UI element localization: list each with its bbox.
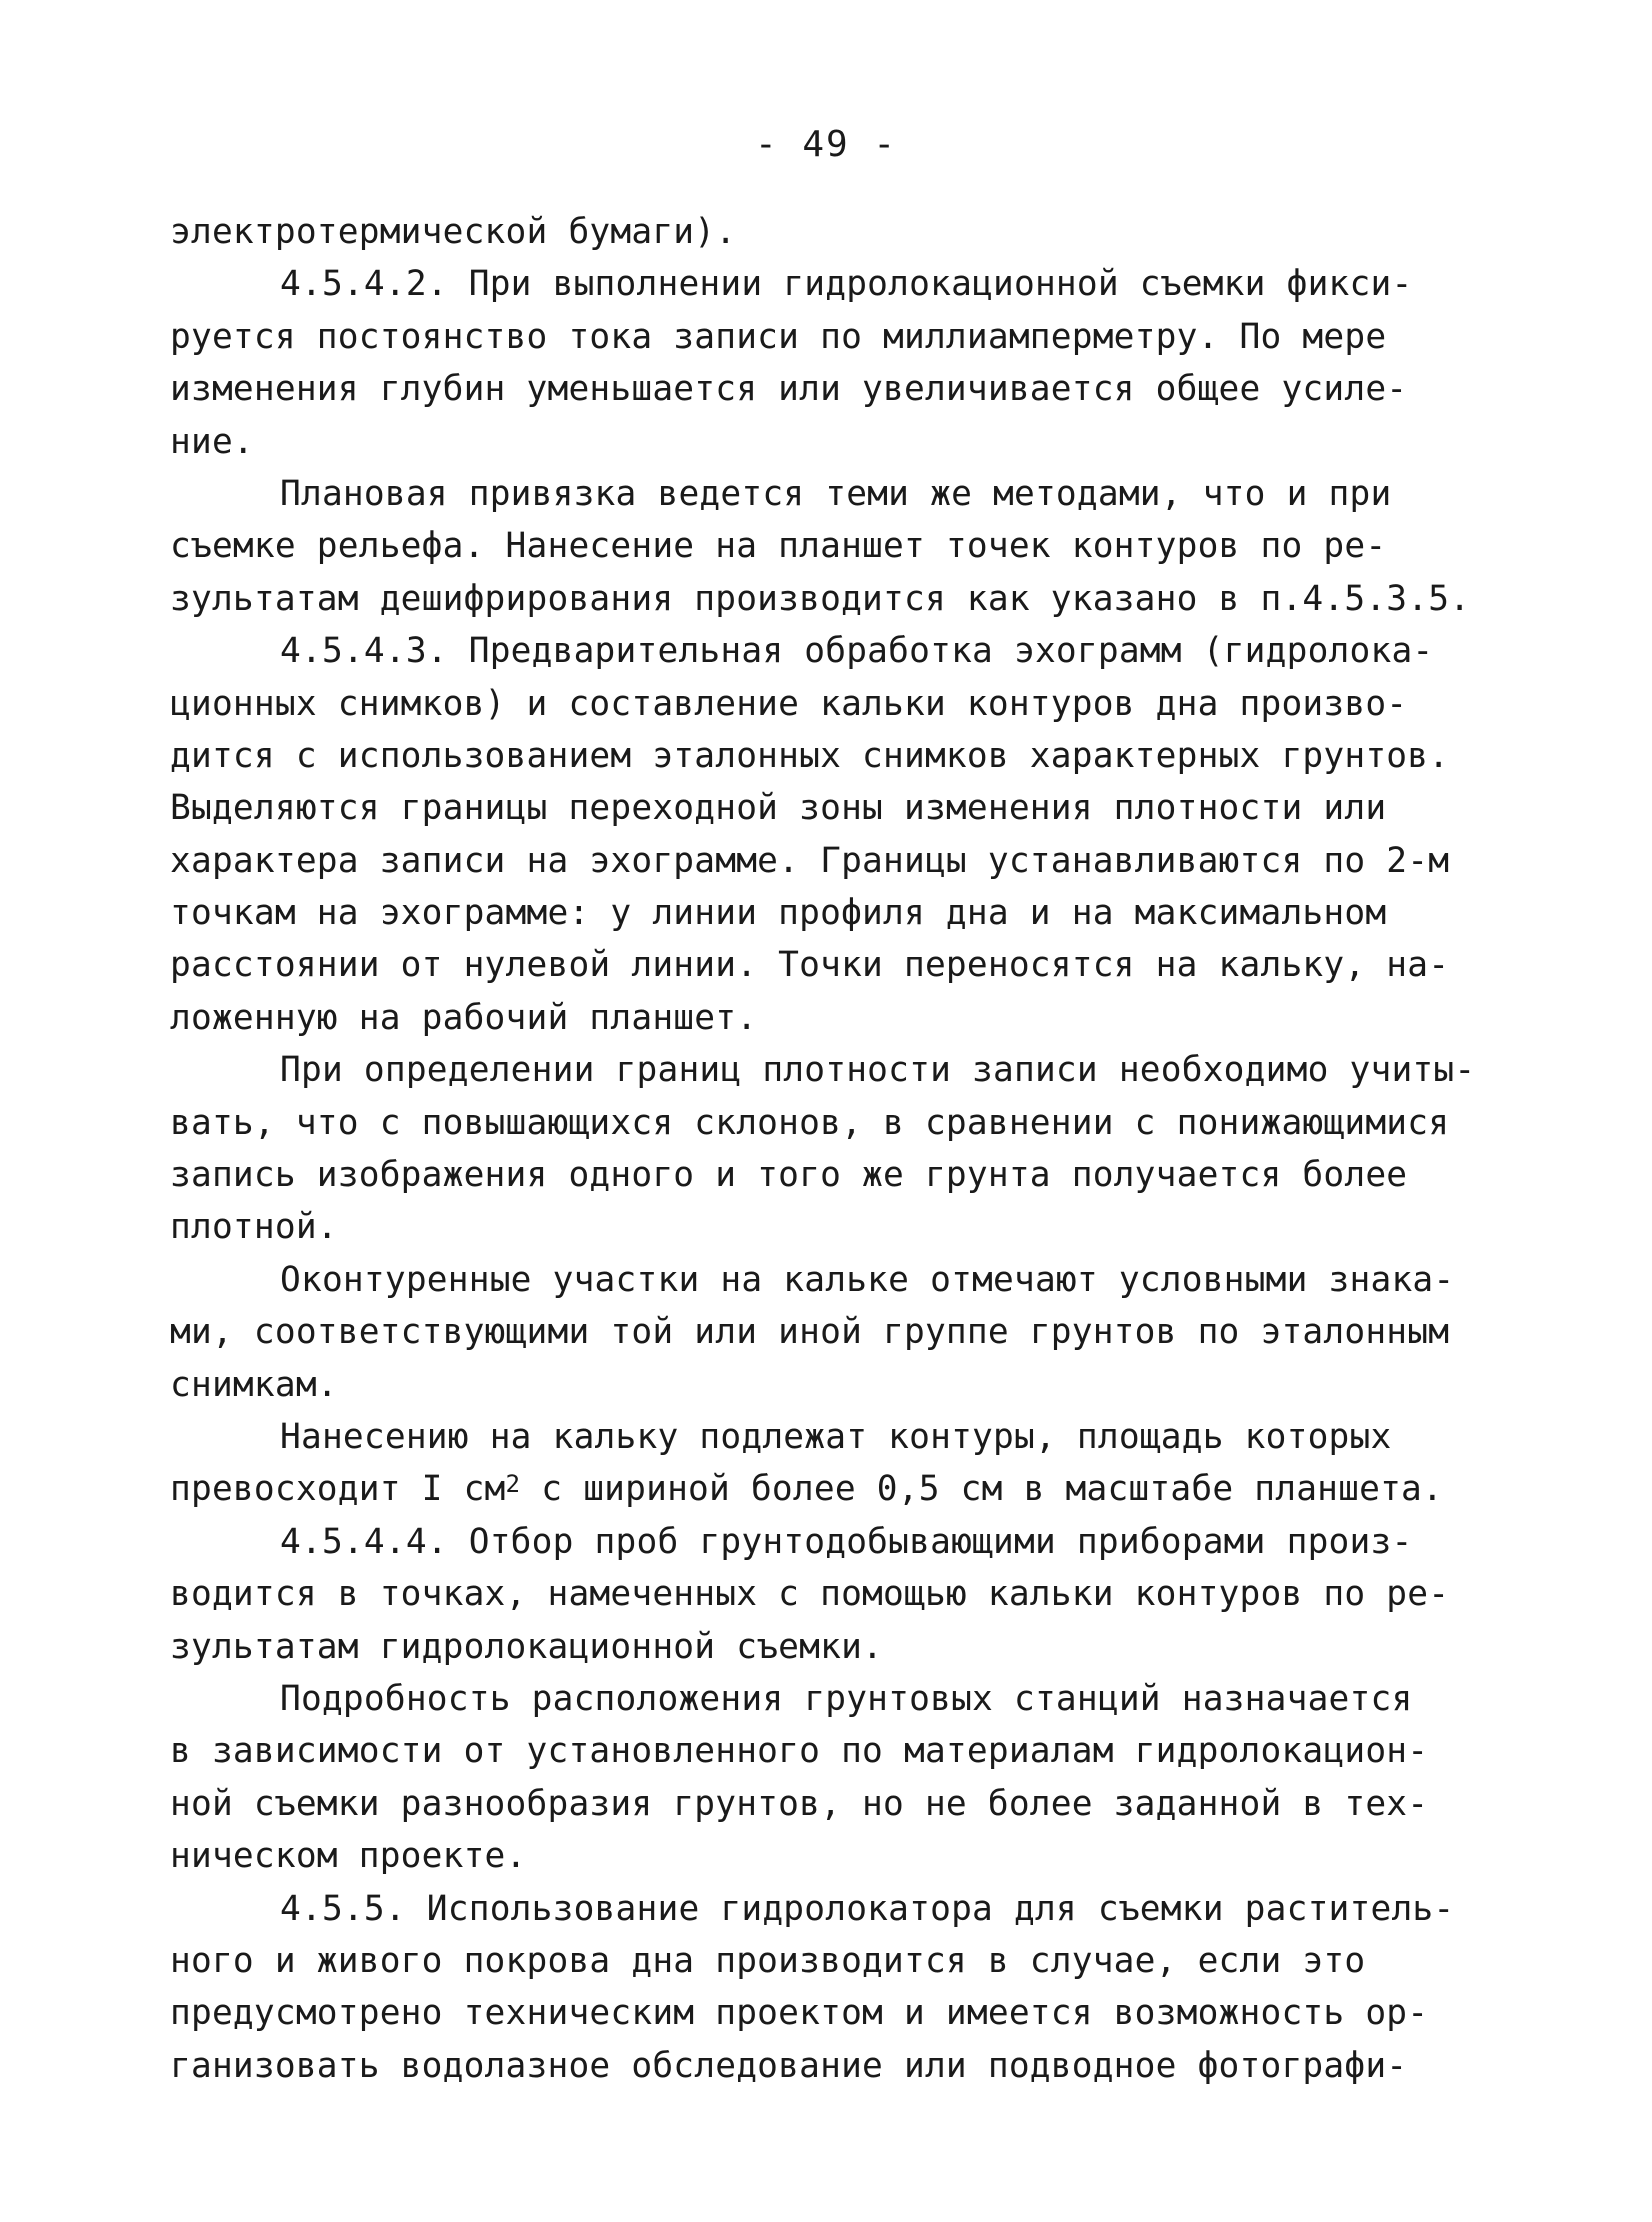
text-line-content: водится в точках, намеченных с помощью кальки контуров по ре- xyxy=(170,1574,1450,1615)
text-line xyxy=(170,206,1500,258)
body-text xyxy=(170,206,1500,2092)
text-line xyxy=(170,1935,1500,1987)
text-line-content: 4.5.4.4. Отбор проб грунтодобывающими приборами произ- xyxy=(280,1521,1413,1562)
text-line-content: изменения глубин уменьшается или увеличивается общее усиле- xyxy=(170,369,1408,410)
text-line-content: 4.5.5. Использование гидролокатора для съемки раститель- xyxy=(280,1888,1455,1929)
text-line xyxy=(170,1411,1500,1463)
text-line-content: расстоянии от нулевой линии. Точки переносятся на кальку, на- xyxy=(170,945,1450,986)
text-line-content: дится с использованием эталонных снимков характерных грунтов. xyxy=(170,735,1450,776)
text-line-content: плотной. xyxy=(170,1207,338,1248)
text-line-content: ние. xyxy=(170,421,254,462)
text-line xyxy=(170,782,1500,834)
text-line-content: превосходит I см xyxy=(170,1469,506,1510)
superscript-exponent: 2 xyxy=(505,1469,521,1498)
text-line xyxy=(170,625,1500,677)
text-line-content: Плановая привязка ведется теми же методами, что и при xyxy=(280,473,1392,514)
text-line xyxy=(170,1725,1500,1777)
text-line-content: вать, что с повышающихся склонов, в сравнении с понижающимися xyxy=(170,1102,1450,1143)
text-line-content: съемке рельефа. Нанесение на планшет точек контуров по ре- xyxy=(170,526,1387,567)
text-line-content: руется постоянство тока записи по миллиамперметру. По мере xyxy=(170,316,1387,357)
text-line-content: Оконтуренные участки на кальке отмечают условными знака- xyxy=(280,1259,1455,1300)
text-line-content: ционных снимков) и составление кальки контуров дна произво- xyxy=(170,683,1408,724)
text-line xyxy=(170,1201,1500,1253)
text-line xyxy=(170,678,1500,730)
text-line xyxy=(170,1097,1500,1149)
text-line xyxy=(170,1463,1500,1515)
text-line-content: точкам на эхограмме: у линии профиля дна и на максимальном xyxy=(170,893,1387,934)
text-line-content: 4.5.4.3. Предварительная обработка эхограмм (гидролока- xyxy=(280,631,1434,672)
text-line xyxy=(170,468,1500,520)
text-line-content: зультатам дешифрирования производится как указано в п.4.5.3.5. xyxy=(170,578,1471,619)
text-line xyxy=(170,573,1500,625)
text-line-content: зультатам гидролокационной съемки. xyxy=(170,1626,884,1667)
text-line xyxy=(170,363,1500,415)
text-line-content: Выделяются границы переходной зоны изменения плотности или xyxy=(170,788,1387,829)
text-line xyxy=(170,1149,1500,1201)
text-line xyxy=(170,1778,1500,1830)
text-line xyxy=(170,1516,1500,1568)
text-line xyxy=(170,1306,1500,1358)
text-line-content: ного и живого покрова дна производится в случае, если это xyxy=(170,1940,1366,1981)
text-line-content: 4.5.4.2. При выполнении гидролокационной съемки фикси- xyxy=(280,264,1413,305)
text-line-content: запись изображения одного и того же грунта получается более xyxy=(170,1155,1408,1196)
text-line xyxy=(170,1987,1500,2039)
text-line-content: ническом проекте. xyxy=(170,1836,527,1877)
text-line xyxy=(170,1254,1500,1306)
text-line-content: ной съемки разнообразия грунтов, но не более заданной в тех- xyxy=(170,1783,1429,1824)
text-line xyxy=(170,887,1500,939)
text-line-continuation: с шириной более 0,5 см в масштабе планшета. xyxy=(520,1469,1443,1510)
text-line xyxy=(170,939,1500,991)
text-line-content: Нанесению на кальку подлежат контуры, площадь которых xyxy=(280,1416,1392,1457)
text-line-content: предусмотрено техническим проектом и имеется возможность ор- xyxy=(170,1993,1429,2034)
text-line-content: ганизовать водолазное обследование или подводное фотографи- xyxy=(170,2045,1408,2086)
text-line xyxy=(170,1673,1500,1725)
text-line xyxy=(170,1568,1500,1620)
text-line-content: Подробность расположения грунтовых станций назначается xyxy=(280,1678,1413,1719)
text-line xyxy=(170,1830,1500,1882)
text-line-content: электротермической бумаги). xyxy=(170,212,737,252)
text-line xyxy=(170,1621,1500,1673)
text-line xyxy=(170,992,1500,1044)
text-line-content: ложенную на рабочий планшет. xyxy=(170,997,758,1038)
text-line-content: снимкам. xyxy=(170,1364,338,1405)
text-line-content: в зависимости от установленного по материалам гидролокацион- xyxy=(170,1731,1429,1772)
text-line xyxy=(170,416,1500,468)
text-line-content: характера записи на эхограмме. Границы устанавливаются по 2-м xyxy=(170,840,1450,881)
text-line xyxy=(170,311,1500,363)
text-line-content: При определении границ плотности записи необходимо учиты- xyxy=(280,1050,1476,1091)
text-line xyxy=(170,730,1500,782)
page-number: - 49 - xyxy=(754,124,898,165)
text-line xyxy=(170,1044,1500,1096)
text-line xyxy=(170,2040,1500,2092)
text-line xyxy=(170,258,1500,310)
text-line xyxy=(170,520,1500,572)
text-line-content: ми, соответствующими той или иной группе грунтов по эталонным xyxy=(170,1312,1450,1353)
text-line xyxy=(170,1883,1500,1935)
text-line xyxy=(170,835,1500,887)
text-line xyxy=(170,1359,1500,1411)
